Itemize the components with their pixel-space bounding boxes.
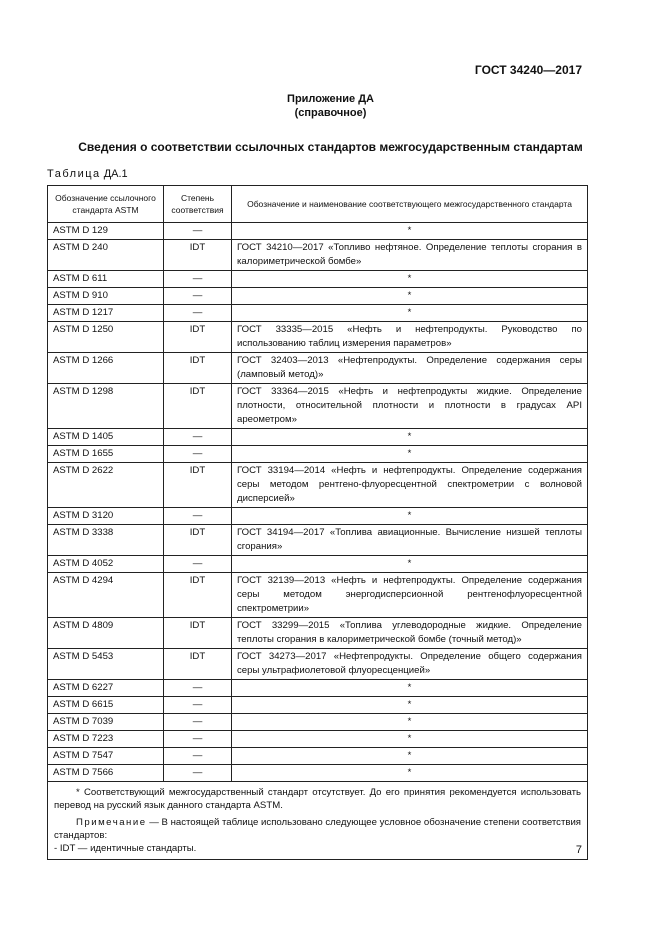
- cell-degree: IDT: [164, 573, 232, 618]
- table-header-row: [48, 186, 588, 223]
- table-row: [48, 463, 588, 508]
- table-row: [48, 305, 588, 322]
- table-row: [48, 429, 588, 446]
- cell-degree: —: [164, 508, 232, 525]
- cell-standard: *: [232, 446, 588, 463]
- cell-astm-code: ASTM D 1405: [48, 429, 164, 446]
- cell-standard: *: [232, 714, 588, 731]
- cell-standard: ГОСТ 33364—2015 «Нефть и нефтепродукты жидкие. Определение плотности, относительной плотности и плотности в градусах API ареометром»: [232, 384, 588, 429]
- cell-degree: —: [164, 271, 232, 288]
- page-number: 7: [575, 844, 582, 856]
- cell-astm-code: ASTM D 129: [48, 223, 164, 240]
- cell-astm-code: ASTM D 4809: [48, 618, 164, 649]
- cell-degree: IDT: [164, 463, 232, 508]
- table-body: [48, 223, 588, 782]
- cell-degree: IDT: [164, 353, 232, 384]
- table-row: [48, 322, 588, 353]
- cell-degree: —: [164, 765, 232, 782]
- table-row: [48, 618, 588, 649]
- cell-standard: *: [232, 765, 588, 782]
- cell-degree: IDT: [164, 525, 232, 556]
- note-label: Примечание: [76, 817, 147, 828]
- cell-astm-code: ASTM D 3120: [48, 508, 164, 525]
- cell-standard: *: [232, 731, 588, 748]
- table-row: [48, 714, 588, 731]
- cell-standard: ГОСТ 34273—2017 «Нефтепродукты. Определение общего содержания серы ультрафиолетовой флуоресценцией»: [232, 649, 588, 680]
- table-row: [48, 556, 588, 573]
- cell-standard: *: [232, 556, 588, 573]
- table-row: [48, 223, 588, 240]
- cell-standard: *: [232, 508, 588, 525]
- cell-standard: *: [232, 288, 588, 305]
- cell-standard: ГОСТ 32403—2013 «Нефтепродукты. Определение содержания серы (ламповый метод)»: [232, 353, 588, 384]
- table-row: [48, 765, 588, 782]
- cell-standard: *: [232, 223, 588, 240]
- appendix-title: Приложение ДА: [287, 93, 374, 105]
- cell-astm-code: ASTM D 4052: [48, 556, 164, 573]
- table-row: [48, 384, 588, 429]
- section-title: Сведения о соответствии ссылочных стандартов межгосударственным стандартам: [78, 140, 583, 154]
- cell-standard: *: [232, 748, 588, 765]
- table-caption-word: Таблица: [47, 168, 101, 180]
- note-item: - IDT — идентичные стандарты.: [54, 843, 197, 854]
- cell-standard: *: [232, 429, 588, 446]
- document-code: ГОСТ 34240—2017: [474, 63, 582, 77]
- table-caption: [47, 168, 128, 180]
- cell-standard: *: [232, 680, 588, 697]
- cell-astm-code: ASTM D 1250: [48, 322, 164, 353]
- cell-standard: *: [232, 305, 588, 322]
- column-header-degree: Степень соответствия: [164, 186, 232, 223]
- notes-cell: [48, 782, 588, 860]
- cell-degree: IDT: [164, 322, 232, 353]
- cell-standard: *: [232, 697, 588, 714]
- appendix-subtitle: (справочное): [294, 107, 367, 119]
- cell-astm-code: ASTM D 240: [48, 240, 164, 271]
- cell-astm-code: ASTM D 4294: [48, 573, 164, 618]
- cell-standard: ГОСТ 34194—2017 «Топлива авиационные. Вычисление низшей теплоты сгорания»: [232, 525, 588, 556]
- cell-degree: —: [164, 556, 232, 573]
- column-header-astm: Обозначение ссылочного стандарта ASTM: [48, 186, 164, 223]
- cell-degree: IDT: [164, 618, 232, 649]
- table-row: [48, 353, 588, 384]
- table-row: [48, 697, 588, 714]
- cell-astm-code: ASTM D 7223: [48, 731, 164, 748]
- note-text: — В настоящей таблице использовано следующее условное обозначение степени соответствия стандартов:: [54, 817, 581, 841]
- cell-astm-code: ASTM D 1266: [48, 353, 164, 384]
- cell-degree: —: [164, 446, 232, 463]
- cell-astm-code: ASTM D 7547: [48, 748, 164, 765]
- cell-degree: IDT: [164, 240, 232, 271]
- table-caption-number: ДА.1: [103, 168, 128, 180]
- cell-degree: IDT: [164, 649, 232, 680]
- cell-degree: —: [164, 680, 232, 697]
- table-row: [48, 525, 588, 556]
- cell-standard: ГОСТ 33194—2014 «Нефть и нефтепродукты. Определение содержания серы методом рентгено-флуоресцентной спектрометрии с волновой дисперсией»: [232, 463, 588, 508]
- table-row: [48, 748, 588, 765]
- cell-degree: —: [164, 305, 232, 322]
- note-paragraph: [54, 816, 581, 842]
- cell-degree: —: [164, 714, 232, 731]
- standards-table: [47, 185, 588, 860]
- cell-degree: —: [164, 288, 232, 305]
- cell-degree: —: [164, 223, 232, 240]
- cell-standard: ГОСТ 33299—2015 «Топлива углеводородные жидкие. Определение теплоты сгорания в калориметрической бомбе (точный метод)»: [232, 618, 588, 649]
- table-row: [48, 446, 588, 463]
- cell-astm-code: ASTM D 2622: [48, 463, 164, 508]
- table-row: [48, 288, 588, 305]
- table-row: [48, 649, 588, 680]
- cell-astm-code: ASTM D 611: [48, 271, 164, 288]
- cell-astm-code: ASTM D 7039: [48, 714, 164, 731]
- table-row: [48, 508, 588, 525]
- cell-standard: ГОСТ 32139—2013 «Нефть и нефтепродукты. Определение содержания серы методом энергодисперсионной рентгенофлуоресцентной спектрометрии»: [232, 573, 588, 618]
- cell-standard: ГОСТ 34210—2017 «Топливо нефтяное. Определение теплоты сгорания в калориметрической бомбе»: [232, 240, 588, 271]
- cell-degree: —: [164, 429, 232, 446]
- cell-degree: —: [164, 731, 232, 748]
- cell-degree: —: [164, 748, 232, 765]
- cell-astm-code: ASTM D 3338: [48, 525, 164, 556]
- notes-row: [48, 782, 588, 860]
- cell-astm-code: ASTM D 1217: [48, 305, 164, 322]
- table-row: [48, 573, 588, 618]
- column-header-standard: Обозначение и наименование соответствующего межгосударственного стандарта: [232, 186, 588, 223]
- cell-astm-code: ASTM D 5453: [48, 649, 164, 680]
- table-row: [48, 271, 588, 288]
- cell-astm-code: ASTM D 7566: [48, 765, 164, 782]
- cell-astm-code: ASTM D 910: [48, 288, 164, 305]
- cell-degree: —: [164, 697, 232, 714]
- cell-degree: IDT: [164, 384, 232, 429]
- cell-standard: ГОСТ 33335—2015 «Нефть и нефтепродукты. Руководство по использованию таблиц измерения параметров»: [232, 322, 588, 353]
- table-row: [48, 240, 588, 271]
- table-row: [48, 680, 588, 697]
- cell-astm-code: ASTM D 6615: [48, 697, 164, 714]
- cell-standard: *: [232, 271, 588, 288]
- cell-astm-code: ASTM D 1655: [48, 446, 164, 463]
- cell-astm-code: ASTM D 1298: [48, 384, 164, 429]
- table-row: [48, 731, 588, 748]
- footnote: * Соответствующий межгосударственный стандарт отсутствует. До его принятия рекомендуется использовать перевод на русский язык данного стандарта ASTM.: [54, 787, 581, 811]
- appendix-heading: [0, 92, 661, 120]
- cell-astm-code: ASTM D 6227: [48, 680, 164, 697]
